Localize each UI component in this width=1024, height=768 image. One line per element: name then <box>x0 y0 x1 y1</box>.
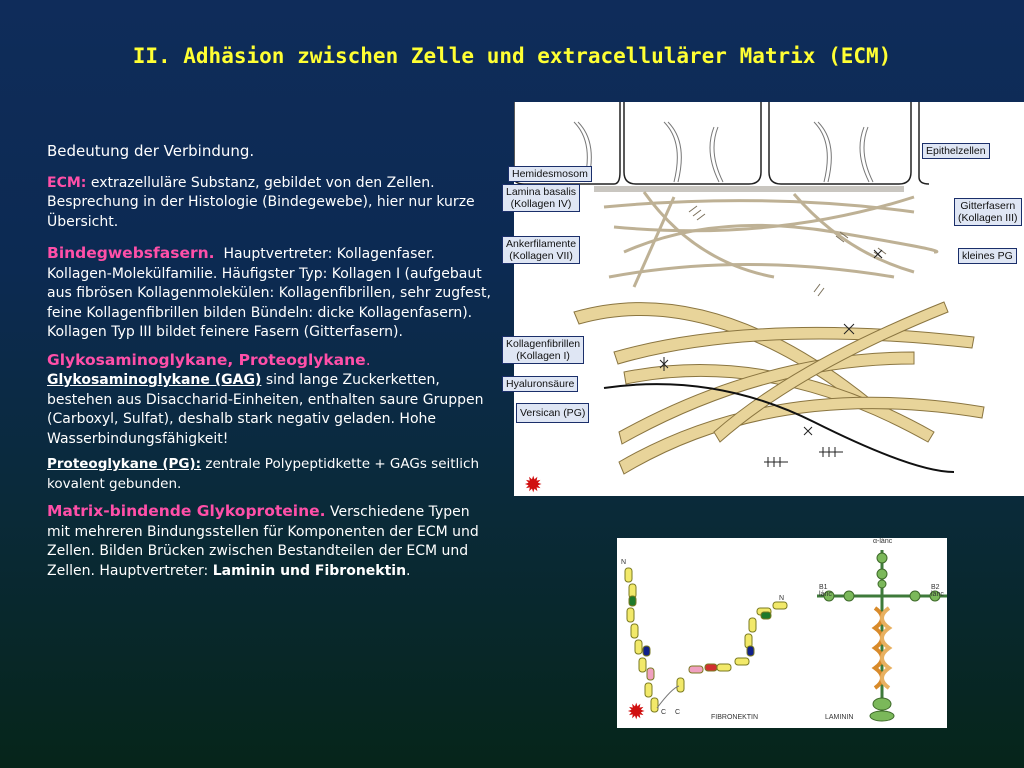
ecm-label: ECM: <box>47 174 87 191</box>
fibronectin-link <box>657 686 679 708</box>
fibronectin-c-right: C <box>675 709 681 716</box>
ecm-drawing <box>514 102 1024 496</box>
gag-term: Glykosaminoglykane (GAG) <box>47 372 262 388</box>
heading-bindegewebsfasern: Bindegwebsfasern. <box>47 244 215 262</box>
paragraph-ecm: ECM: extrazelluläre Substanz, gebildet von den Zellen. Besprechung in der Histologie (Bindegewebe), hier nur kurze Übersicht. <box>47 174 475 230</box>
fibronectin-laminin-diagram <box>617 538 947 728</box>
label-ankerfilamente: Ankerfilamente (Kollagen VII) <box>502 236 580 264</box>
collagen-fibers <box>574 302 984 474</box>
heading-glykoproteine: Matrix-bindende Glykoproteine. <box>47 502 326 520</box>
fibronektin-caption: FIBRONEKTIN <box>711 714 759 721</box>
paragraph-gag: Glykosaminoglykane, Proteoglykane. Glykosaminoglykane (GAG) sind lange Zuckerketten, bestehen aus Disaccharid-Einheiten, enthalten saure Gruppen (Carboxyl, Sulfat), deshalb stark negativ geladen. Hohe Wasserbindungsfähigkeit! <box>47 350 484 447</box>
paragraph-bedeutung: Bedeutung der Verbindung. <box>47 142 255 160</box>
paragraph-pg: Proteoglykane (PG): zentrale Polypeptidkette + GAGs seitlich kovalent gebunden. <box>47 456 480 492</box>
laminin-caption: LAMININ <box>825 714 854 721</box>
laminin-beta2-label: B2 lánc <box>931 584 944 598</box>
laminin-alpha-label: α-lánc <box>873 538 893 545</box>
label-hemidesmosom: Hemidesmosom <box>508 166 592 182</box>
label-versican: Versican (PG) <box>516 403 589 423</box>
fibronectin-n-right: N <box>779 595 785 602</box>
starburst-icon: ✹ <box>627 700 646 725</box>
fibronectin-n-left: N <box>621 559 627 566</box>
intracellular-filaments <box>574 122 873 182</box>
slide-title: II. Adhäsion zwischen Zelle und extracellulärer Matrix (ECM) <box>132 44 892 68</box>
paragraph-bindegewebsfasern: Bindegwebsfasern. Hauptvertreter: Kollagenfaser. Kollagen-Molekülfamilie. Häufigster Typ: Kollagen I (aufgebaut aus fibrösen Kollagenmolekülen: Kollagenfibrillen, sehr zugfest, feine Kollagenfibrillen bilden Bündeln: dicke Kollagenfasern). Kollagen Typ III bildet feinere Fasern (Gitterfasern). <box>47 244 491 340</box>
fibronectin-chain <box>625 568 787 712</box>
paragraph-glykoproteine: Matrix-bindende Glykoproteine. Verschiedene Typen mit mehreren Bindungsstellen für Komponenten der ECM und Zellen. Bilden Brücken zwischen Bestandteilen der ECM und Zellen. Hauptvertreter: Laminin und Fibronektin. <box>47 502 479 579</box>
laminin-beta1-label: B1 lánc <box>819 584 832 598</box>
label-gitterfasern: Gitterfasern (Kollagen III) <box>954 198 1022 226</box>
fibronectin-c-left: C <box>661 709 667 716</box>
pg-term: Proteoglykane (PG): <box>47 456 202 472</box>
glycoprotein-drawing <box>617 538 947 728</box>
basal-lamina <box>594 186 904 192</box>
ecm-diagram <box>506 102 1024 498</box>
label-kleines-pg: kleines PG <box>958 248 1017 264</box>
label-kollagenfibrillen: Kollagenfibrillen (Kollagen I) <box>502 336 584 364</box>
label-lamina-basalis: Lamina basalis (Kollagen IV) <box>502 184 580 212</box>
laminin-cross <box>817 550 947 721</box>
fiber-branches <box>689 206 886 296</box>
label-epithelzellen: Epithelzellen <box>922 143 990 159</box>
starburst-icon: ✹ <box>524 473 543 498</box>
heading-gag: Glykosaminoglykane, Proteoglykane <box>47 350 366 369</box>
reticular-fibers <box>604 192 937 287</box>
body-text <box>47 142 495 589</box>
label-hyaluronsaeure: Hyaluronsäure <box>502 376 578 392</box>
